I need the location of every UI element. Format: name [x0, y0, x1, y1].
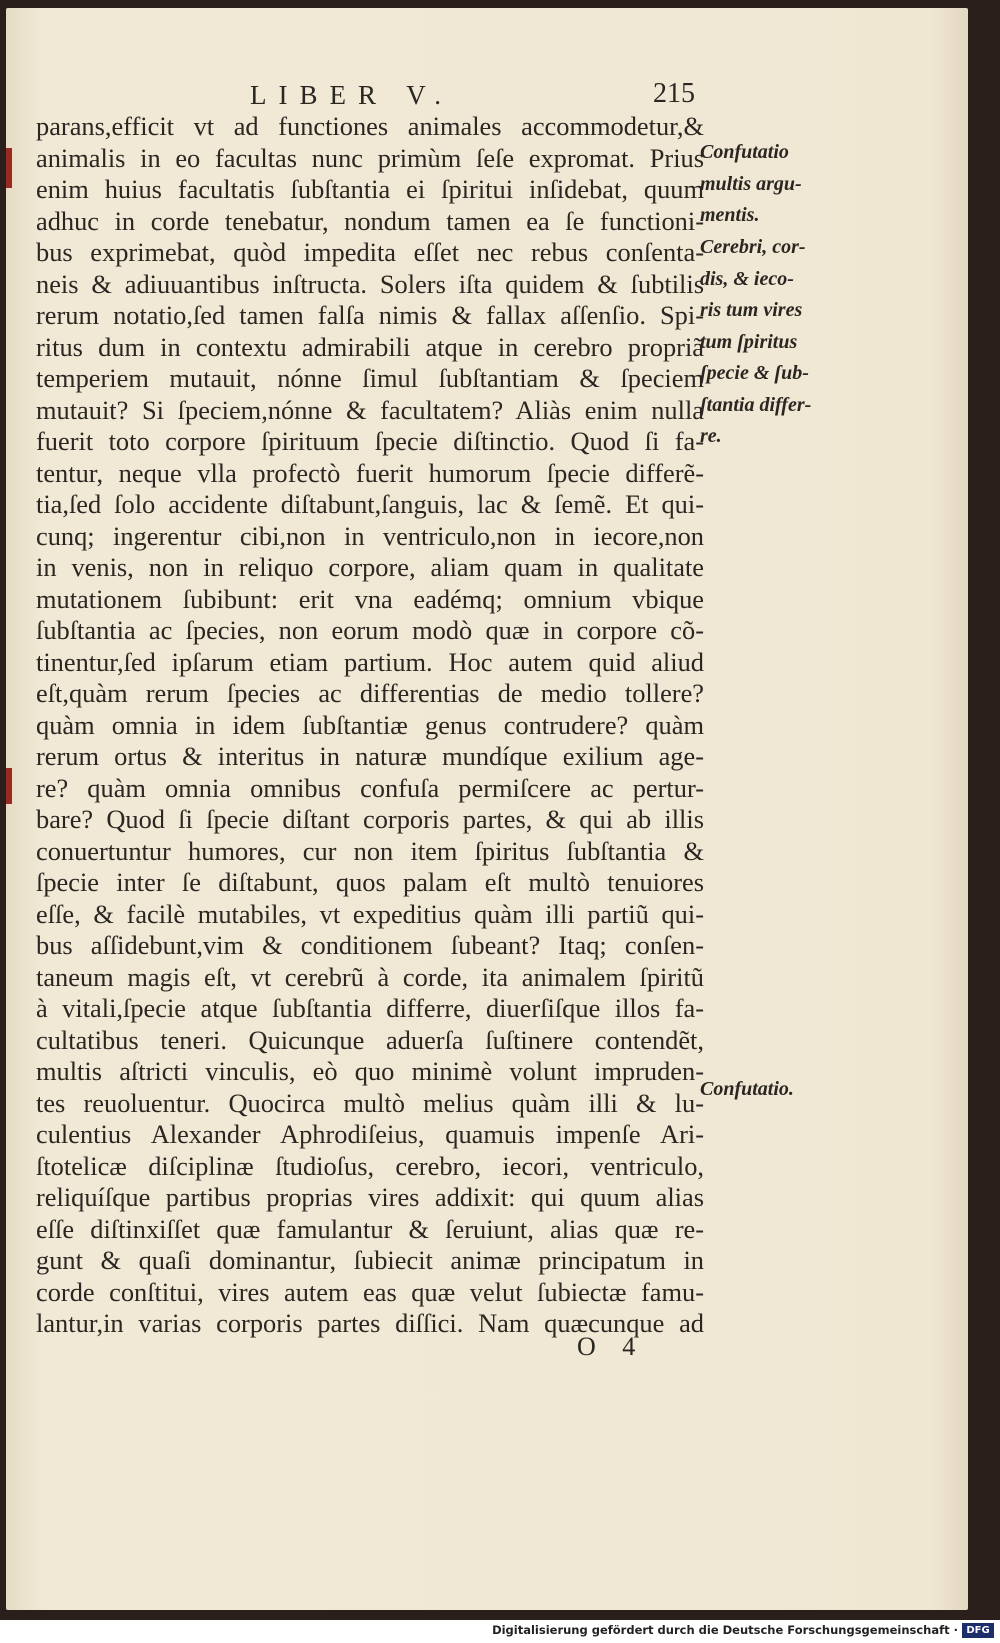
text-line: tes reuoluentur. Quocirca multò melius quàm illi & lu-	[36, 1087, 704, 1118]
text-line: parans,efficit vt ad functiones animales accommodetur,&	[36, 111, 704, 141]
text-line: eſſe, & facilè mutabiles, vt expeditius quàm illi partiũ qui-	[36, 898, 704, 929]
marginal-note-second	[700, 232, 840, 453]
text-line: tinentur,ſed ipſarum etiam partium. Hoc autem quid aliud	[36, 646, 704, 677]
gutter-mark	[6, 148, 12, 188]
page-number: 215	[653, 78, 695, 109]
marginal-note-third	[700, 1074, 840, 1106]
marginal-note-line: multis argu-	[700, 172, 802, 195]
text-line: temperiem mutauit, nónne ſimul ſubſtantiam & ſpeciem	[36, 363, 704, 393]
text-line: quàm omnia in idem ſubſtantiæ genus contrudere? quàm	[36, 709, 704, 740]
marginal-note-line: ſpecie & ſub-	[700, 362, 809, 384]
text-line: re? quàm omnia omnibus confuſa permiſcere ac pertur-	[36, 772, 704, 803]
text-line: ſtotelicæ diſciplinæ ſtudioſus, cerebro, iecori, ventriculo,	[36, 1150, 704, 1181]
footer-bar	[0, 1620, 1000, 1643]
gutter-mark	[6, 768, 12, 804]
marginal-note-line: Confutatio	[700, 141, 789, 163]
text-line: mutauit? Si ſpeciem,nónne & facultatem? Aliàs enim nulla	[36, 394, 704, 425]
text-line: mutationem ſubibunt: erit vna eadémq; omnium vbique	[36, 583, 704, 614]
text-line: tia,ſed ſolo accidente diſtabunt,ſanguis, lac & ſemẽ. Et qui-	[36, 489, 704, 519]
marginal-note-line: Confutatio.	[700, 1078, 794, 1100]
text-line: culentius Alexander Aphrodiſeius, quamuis impenſe Ari-	[36, 1119, 704, 1149]
marginal-note-line: Cerebri, cor-	[700, 236, 806, 258]
text-line: animalis in eo facultas nunc primùm ſeſe expromat. Prius	[36, 142, 704, 173]
running-head: LIBER V.	[250, 80, 454, 110]
text-line: rerum ortus & interitus in naturæ mundíque exilium age-	[36, 741, 704, 771]
text-line: gunt & quaſi dominantur, ſubiecit animæ principatum in	[36, 1245, 704, 1275]
text-line: à vitali,ſpecie atque ſubſtantia differre, diuerſiſque illos fa-	[36, 993, 704, 1023]
funding-credit: Digitalisierung gefördert durch die Deutsche Forschungsgemeinschaft ·	[492, 1623, 958, 1637]
marginal-note-line: dis, & ieco-	[700, 267, 794, 290]
text-line: enim huius facultatis ſubſtantia ei ſpiritui inſidebat, quum	[36, 174, 704, 204]
signature-mark: O 4	[577, 1332, 646, 1361]
dfg-logo: DFG	[962, 1623, 994, 1638]
marginal-note-line: ris tum vires	[700, 299, 803, 321]
text-line: ſpecie inter ſe diſtabunt, quos palam eſt multò tenuiores	[36, 867, 704, 897]
text-line: bare? Quod ſi ſpecie diſtant corporis partes, & qui ab illis	[36, 804, 704, 834]
text-line: multis aſtricti vinculis, eò quo minimè volunt impruden-	[36, 1056, 704, 1086]
text-line: adhuc in corde tenebatur, nondum tamen ea ſe functioni-	[36, 205, 704, 236]
text-line: tentur, neque vlla profectò fuerit humorum ſpecie differẽ-	[36, 457, 704, 488]
text-line: eſſe diſtinxiſſet quæ famulantur & ſeruiunt, alias quæ re-	[36, 1213, 704, 1244]
text-line: cunq; ingerentur cibi,non in ventriculo,non in iecore,non	[36, 520, 704, 551]
marginal-note-line: ſtantia differ-	[700, 393, 812, 416]
marginal-note-first	[700, 137, 840, 232]
text-line: lantur,in varias corporis partes diſſici. Nam quæcunque ad	[36, 1308, 704, 1338]
text-line: rerum notatio,ſed tamen falſa nimis & fallax aſſenſio. Spi-	[36, 300, 704, 330]
text-line: reliquíſque partibus proprias vires addixit: qui quum alias	[36, 1182, 704, 1212]
marginal-note-line: re.	[700, 425, 722, 447]
text-line: neis & adiuuantibus inſtructa. Solers iſta quidem & ſubtilis	[36, 268, 704, 299]
text-line: ritus dum in contextu admirabili atque in cerebro propriã	[36, 331, 704, 362]
text-line: fuerit toto corpore ſpirituum ſpecie diſtinctio. Quod ſi fa-	[36, 426, 704, 456]
body-text	[36, 111, 704, 1340]
text-line: conuertuntur humores, cur non item ſpiritus ſubſtantia &	[36, 835, 704, 866]
marginal-note-line: mentis.	[700, 204, 760, 226]
text-line: corde conſtitui, vires autem eas quæ velut ſubiectæ famu-	[36, 1276, 704, 1307]
text-line: taneum magis eſt, vt cerebrũ à corde, ita animalem ſpiritũ	[36, 961, 704, 992]
text-line: bus aſſidebunt,vim & conditionem ſubeant? Itaq; conſen-	[36, 930, 704, 960]
text-line: bus exprimebat, quòd impedita eſſet nec rebus conſenta-	[36, 237, 704, 267]
marginal-note-line: tum ſpiritus	[700, 330, 798, 353]
text-line: in venis, non in reliquo corpore, aliam quam in qualitate	[36, 552, 704, 582]
text-line: cultatibus teneri. Quicunque aduerſa ſuſtinere contendẽt,	[36, 1024, 704, 1055]
text-line: ſubſtantia ac ſpecies, non eorum modò quæ in corpore cõ-	[36, 615, 704, 645]
text-line: eſt,quàm rerum ſpecies ac differentias de medio tollere?	[36, 678, 704, 708]
